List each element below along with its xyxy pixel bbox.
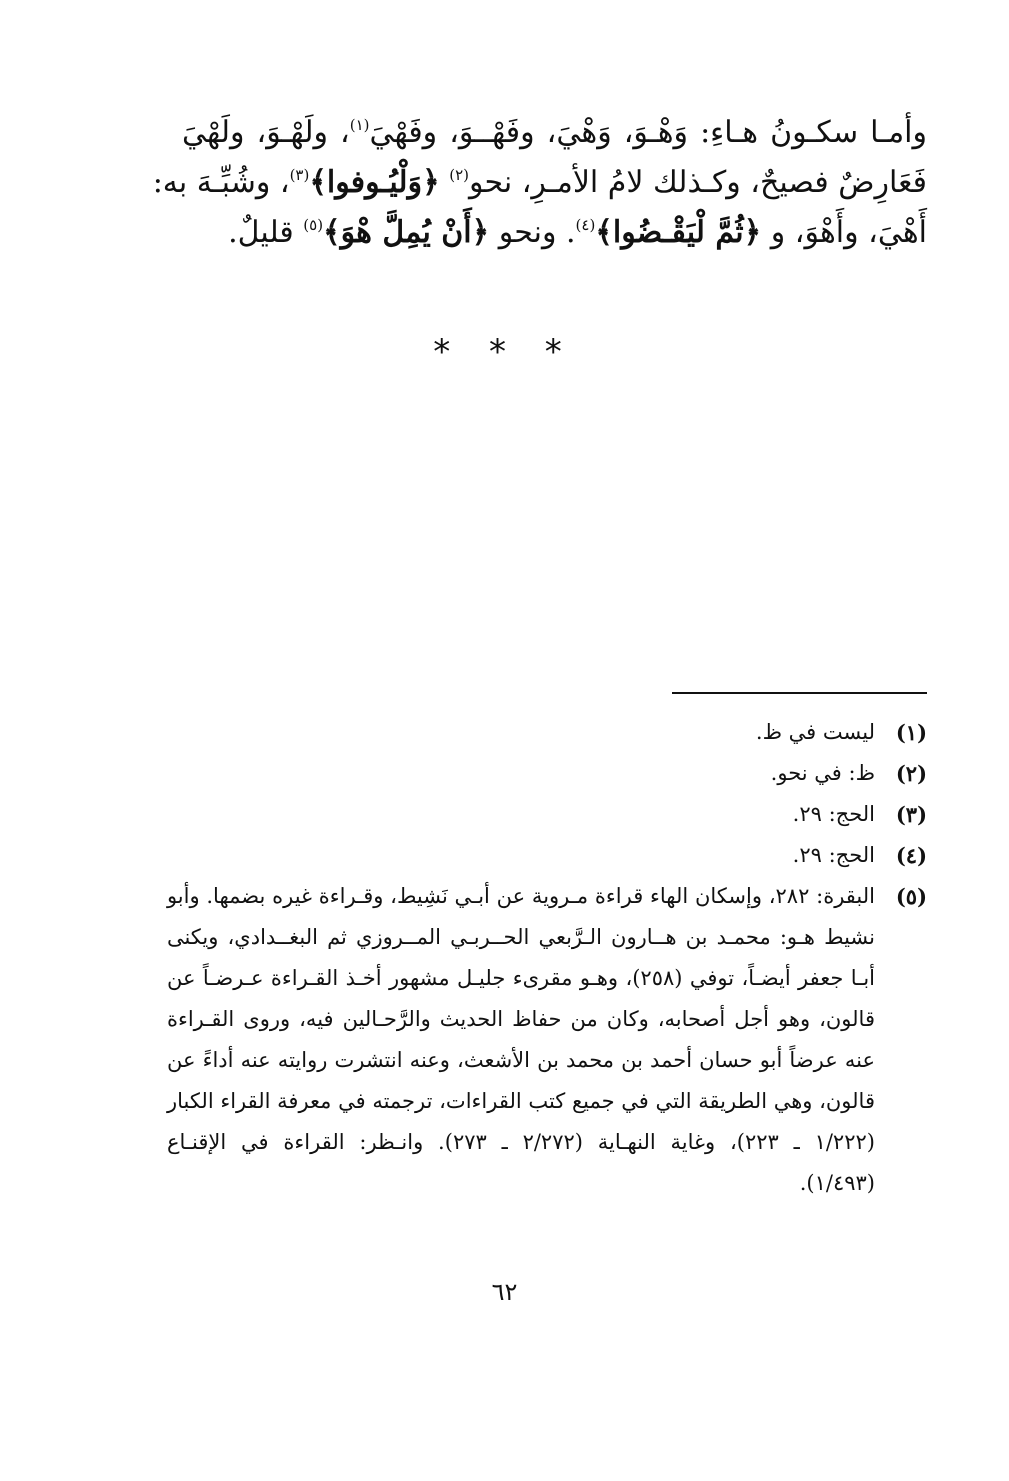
footnote-marker: (٢) [449,166,469,184]
footnote-line: ليست في ظ. [755,720,875,744]
footnote [172,794,927,835]
text-segment [440,165,450,200]
footnote-line: عنه عرضاً أبو حسان أحمد بن محمد بن الأشعث، وعنه انتشرت روايته عنه أداءً عن [166,1048,875,1072]
text-segment: ، وشُبِّـهَ به: [152,165,290,200]
footnote-number: (٤) [895,843,927,868]
text-segment: قليلٌ. [228,215,304,250]
footnote-number: (٥) [895,884,927,909]
footnote-line: الحج: ٢٩. [792,802,875,826]
footnote-marker: (١) [349,116,370,134]
footnote-line: (١/٢٢٢ ـ ٢٢٣)، وغاية النهـاية (٢/٢٧٢ ـ ٢٧٣). وانـظر: القراءة في الإقنـاع [166,1130,875,1154]
footnote-text [172,794,875,835]
quran-quote: ﴿وَلْيُـوفوا﴾ [309,165,440,200]
main-paragraph [152,108,927,258]
footnote-line: أبـا جعفر أيضـاً، توفي (٢٥٨)، وهـو مقرىء جليـل مشهور أخـذ القـراءة عـرضـاً عن [166,966,875,990]
footnote-marker: (٤) [575,216,596,234]
footnote-line: ظ: في نحو. [770,761,875,785]
footnote-marker: (٣) [289,166,310,184]
footnote-text [172,753,875,794]
footnote-line: الحج: ٢٩. [792,843,875,867]
footnote-text [172,712,875,753]
main-text-line [152,158,927,208]
quran-quote: ﴿أَنْ يُمِلَّ هْوَ﴾ [323,215,490,250]
footnote-line: قالون، وهي الطريقة التي في جميع كتب القراءات، ترجمته في معرفة القراء الكبار [166,1089,875,1113]
footnote-line: نشيط هـو: محمـد بن هــارون الـرَّبعي الحــربـي المــروزي ثم البغــدادي، ويكنى [166,925,875,949]
quran-quote: ﴿ثُمَّ لْيَقْـضُوا﴾ [595,215,762,250]
section-separator: * * * [433,332,576,372]
text-segment: وأمـا سكـونُ هـاءِ: وَهْـوَ، وَهْيَ، وفَهْــوَ، وفَهْيَ [369,115,927,150]
footnote-marker: (٥) [303,216,324,234]
footnote [166,876,927,1204]
footnote-number: (١) [895,720,927,745]
text-segment: ، ولَهْـوَ، ولَهْيَ [182,115,350,150]
footnote-line: (١/٤٩٣). [799,1171,875,1195]
footnote-text [172,835,875,876]
text-segment: . ونحو [489,215,576,250]
footnote [172,835,927,876]
main-text-line [182,208,927,258]
footnote-line: قالون، وهو أجل أصحابه، وكان من حفاظ الحديث والرَّحـالين فيه، وروى القـراءة [166,1007,875,1031]
main-text-line [182,108,927,158]
footnote-divider [672,692,927,694]
footnote-line: البقرة: ٢٨٢، وإسكان الهاء قراءة مـروية عن أبـي نَشِيط، وقـراءة غيره بضمها. وأبو [166,884,875,908]
text-segment: أَهْيَ، وأَهْوَ، و [761,215,927,250]
text-segment: فَعَارِضٌ فصيحٌ، وكـذلك لامُ الأمـرِ، نحو [468,165,927,200]
footnotes [166,712,927,1204]
footnote-number: (٢) [895,761,927,786]
footnote [172,712,927,753]
footnote-text [167,876,875,1204]
footnote-number: (٣) [895,802,927,827]
page-number: ٦٢ [491,1278,518,1306]
footnote [172,753,927,794]
